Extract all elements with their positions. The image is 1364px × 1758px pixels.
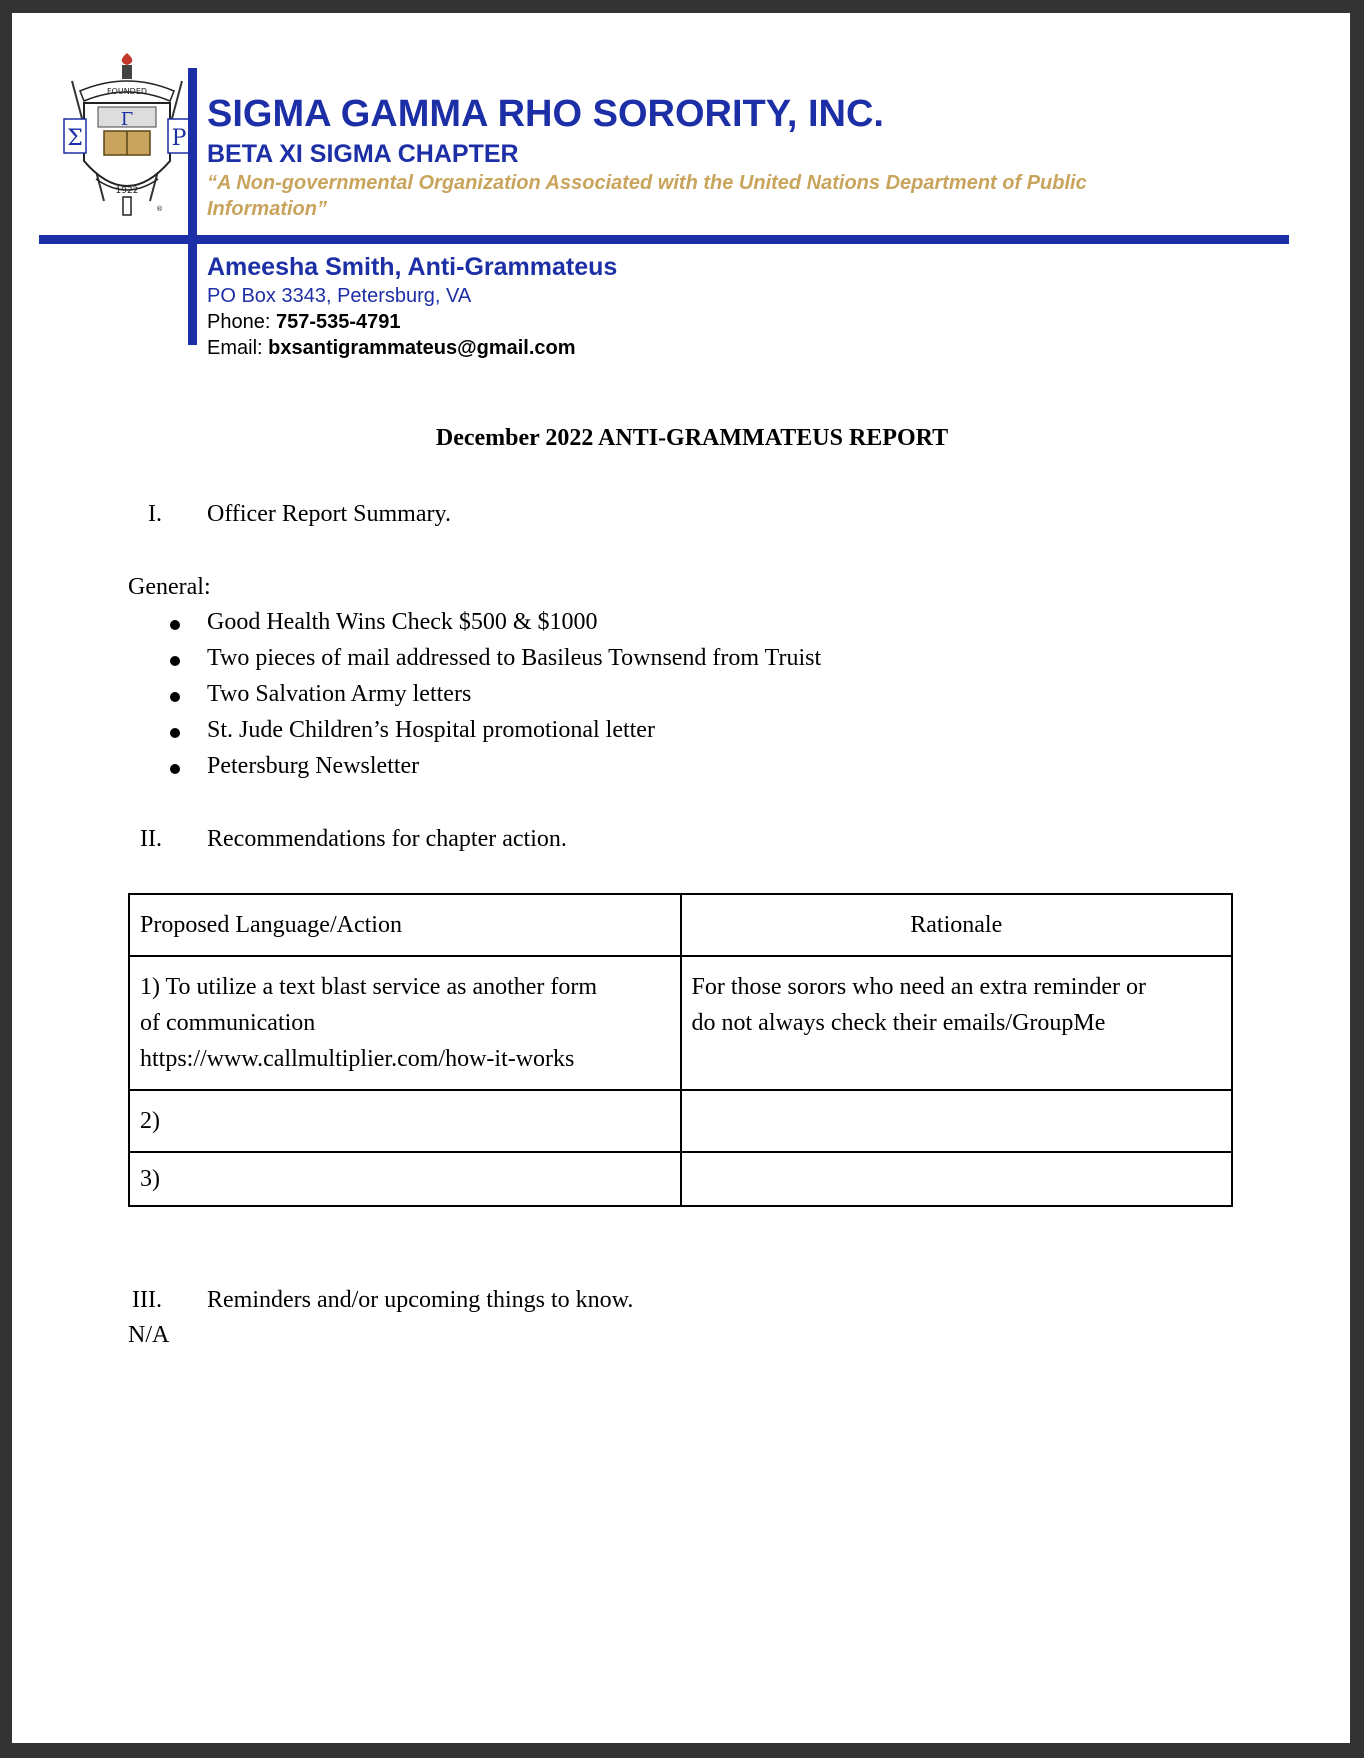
general-item: Two pieces of mail addressed to Basileus Townsend from Truist (207, 645, 822, 671)
section-2-heading: Recommendations for chapter action. (207, 826, 567, 852)
section-3-heading: Reminders and/or upcoming things to know. (207, 1287, 634, 1313)
action-cell (129, 1152, 681, 1206)
document-page (12, 13, 1350, 1743)
phone-label: Phone: (207, 311, 271, 333)
section-2-numeral: II. (140, 826, 162, 852)
organization-tagline: “A Non-governmental Organization Associated with the United Nations Department of Public Information” (207, 172, 1087, 220)
rationale-line: do not always check their emails/GroupMe (691, 1010, 1106, 1036)
officer-name: Ameesha Smith, Anti-Grammateus (207, 253, 618, 281)
email-address: bxsantigrammateus@gmail.com (268, 337, 576, 359)
header-cell-action: Proposed Language/Action (129, 894, 681, 956)
rationale-line: For those sorors who need an extra reminder or (691, 974, 1147, 1000)
svg-text:®: ® (156, 205, 163, 213)
table-row (129, 956, 1232, 1090)
action-line: 1) To utilize a text blast service as another form (140, 974, 598, 1000)
svg-text:Γ: Γ (120, 109, 134, 130)
table-header-row (129, 894, 1232, 956)
email-line (207, 337, 576, 360)
action-line: https://www.callmultiplier.com/how-it-works (140, 1046, 575, 1072)
svg-text:FOUNDED: FOUNDED (106, 87, 148, 96)
organization-name: SIGMA GAMMA RHO SORORITY, INC. (207, 93, 884, 135)
section-1-numeral: I. (148, 501, 162, 527)
table-row (129, 1152, 1232, 1206)
svg-text:Σ: Σ (67, 126, 83, 151)
bullet-dot (170, 764, 180, 774)
bullet-dot (170, 728, 180, 738)
header-cell-rationale: Rationale (681, 894, 1233, 956)
rationale-cell (681, 1152, 1233, 1206)
letterhead-horizontal-rule (39, 235, 1289, 244)
bullet-dot (170, 656, 180, 666)
general-item: St. Jude Children’s Hospital promotional letter (207, 717, 655, 743)
table-row (129, 1090, 1232, 1152)
svg-text:Ρ: Ρ (171, 126, 187, 151)
general-item: Petersburg Newsletter (207, 753, 420, 779)
sorority-crest-logo (60, 51, 194, 219)
bullet-dot (170, 620, 180, 630)
recommendations-table (128, 893, 1233, 1207)
phone-line (207, 311, 401, 334)
general-item: Good Health Wins Check $500 & $1000 (207, 609, 598, 635)
action-cell (129, 1090, 681, 1152)
general-item: Two Salvation Army letters (207, 681, 472, 707)
general-label: General: (128, 574, 211, 600)
phone-number: 757-535-4791 (275, 311, 401, 333)
action-cell (129, 956, 681, 1090)
report-title: December 2022 ANTI-GRAMMATEUS REPORT (435, 425, 949, 451)
action-line: of communication (140, 1010, 316, 1036)
mailing-address: PO Box 3343, Petersburg, VA (207, 285, 472, 307)
svg-text:1922: 1922 (115, 186, 139, 196)
section-1-heading: Officer Report Summary. (207, 501, 451, 527)
reminders-text: N/A (128, 1322, 170, 1348)
bullet-dot (170, 692, 180, 702)
letterhead-vertical-rule (188, 68, 197, 345)
action-line: 3) (140, 1166, 160, 1192)
chapter-name: BETA XI SIGMA CHAPTER (207, 140, 519, 168)
rationale-cell (681, 956, 1233, 1090)
email-label: Email: (207, 337, 263, 359)
rationale-cell (681, 1090, 1233, 1152)
action-line: 2) (140, 1108, 160, 1134)
section-3-numeral: III. (132, 1287, 162, 1313)
